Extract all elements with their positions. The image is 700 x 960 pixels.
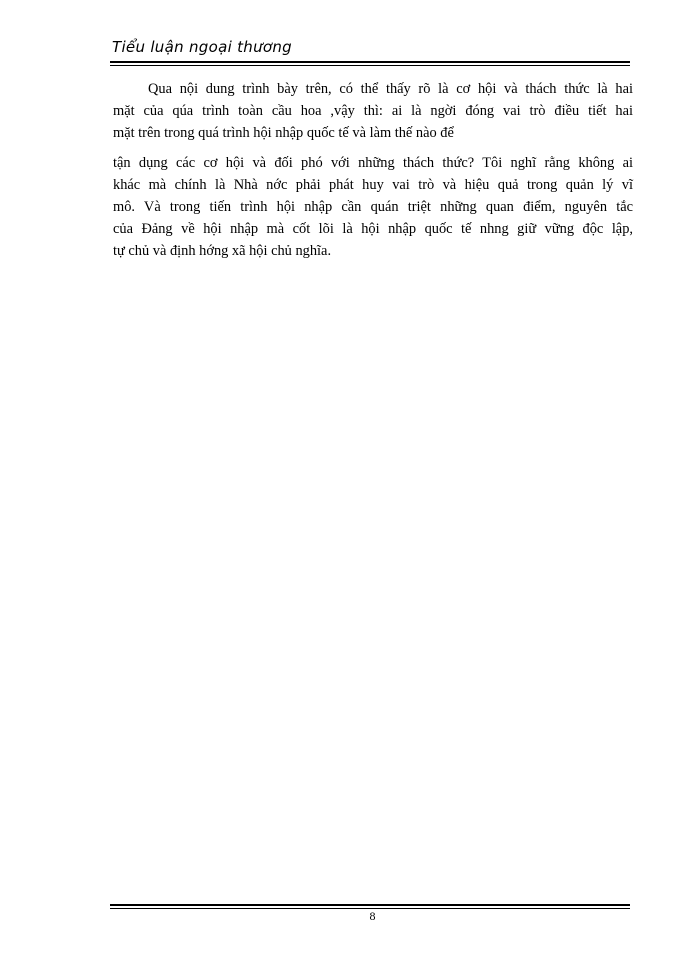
paragraph-1-line-2: mặt của qúa trình toàn cầu hoa ,vậy thì: ai là ngời đóng vai trò điều tiết hai: [113, 103, 633, 119]
page-number: 8: [369, 909, 376, 923]
paragraph-2-line-2: khác mà chính là Nhà nớc phải phát huy vai trò và hiệu quả trong quản lý vĩ: [113, 177, 633, 193]
header-rule-thin: [110, 65, 630, 66]
paragraph-2-line-3: mô. Và trong tiến trình hội nhập cần quán triệt những quan điểm, nguyên tắc: [113, 199, 633, 215]
paragraph-2: [113, 152, 633, 262]
paragraph-1-line-1: Qua nội dung trình bày trên, có thể thấy rõ là cơ hội và thách thức là hai: [148, 81, 633, 97]
paragraph-2-line-4: của Đảng về hội nhập mà cốt lõi là hội nhập quốc tế nhng giữ vững độc lập,: [113, 221, 633, 237]
header-rule-thick: [110, 61, 630, 63]
footer-rule-thick: [110, 904, 630, 906]
paragraph-1: [113, 78, 633, 144]
paragraph-2-line-1: tận dụng các cơ hội và đối phó với những thách thức? Tôi nghĩ rằng không ai: [113, 155, 633, 171]
paragraph-1-line-3: mặt trên trong quá trình hội nhập quốc tế và làm thế nào để: [113, 125, 454, 141]
paragraph-2-line-5: tự chủ và định hớng xã hội chủ nghĩa.: [113, 243, 332, 259]
running-header-title: Tiểu luận ngoại thương: [112, 38, 293, 56]
